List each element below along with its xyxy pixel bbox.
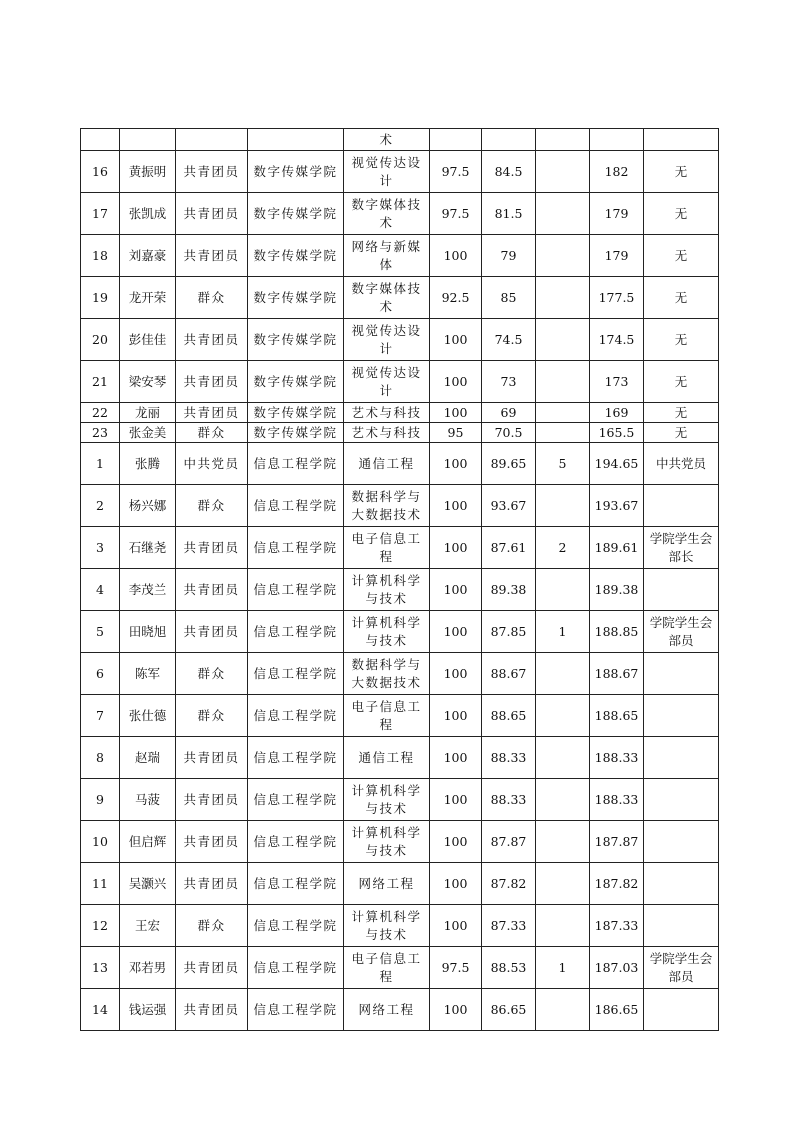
- role-cell: 中共党员: [644, 443, 719, 485]
- row-number-cell: 22: [81, 403, 120, 423]
- score-b-cell: 87.33: [482, 905, 536, 947]
- college-cell: 数字传媒学院: [248, 403, 344, 423]
- score-b-cell: 88.53: [482, 947, 536, 989]
- table-row: [81, 193, 719, 235]
- major-cell: 数据科学与大数据技术: [344, 485, 430, 527]
- table-row: [81, 151, 719, 193]
- name-cell: 刘嘉豪: [120, 235, 176, 277]
- college-cell: 数字传媒学院: [248, 277, 344, 319]
- major-cell: 通信工程: [344, 737, 430, 779]
- score-a-cell: 92.5: [430, 277, 482, 319]
- major-cell: 数字媒体技术: [344, 277, 430, 319]
- college-cell: 信息工程学院: [248, 653, 344, 695]
- table-row: [81, 779, 719, 821]
- college-cell: 数字传媒学院: [248, 319, 344, 361]
- bonus-cell: [536, 235, 590, 277]
- score-b-cell: [482, 129, 536, 151]
- score-b-cell: 87.85: [482, 611, 536, 653]
- score-b-cell: 69: [482, 403, 536, 423]
- table-row: [81, 905, 719, 947]
- major-cell: 电子信息工程: [344, 695, 430, 737]
- score-a-cell: 100: [430, 569, 482, 611]
- bonus-cell: [536, 361, 590, 403]
- major-cell: 计算机科学与技术: [344, 569, 430, 611]
- political-status-cell: 共青团员: [176, 361, 248, 403]
- table-row: [81, 277, 719, 319]
- row-number-cell: 11: [81, 863, 120, 905]
- name-cell: 田晓旭: [120, 611, 176, 653]
- political-status-cell: 共青团员: [176, 569, 248, 611]
- row-number-cell: 19: [81, 277, 120, 319]
- political-status-cell: 群众: [176, 485, 248, 527]
- role-cell: 无: [644, 277, 719, 319]
- political-status-cell: 共青团员: [176, 319, 248, 361]
- table-row: [81, 485, 719, 527]
- college-cell: 信息工程学院: [248, 821, 344, 863]
- name-cell: 但启辉: [120, 821, 176, 863]
- total-score-cell: 188.65: [590, 695, 644, 737]
- bonus-cell: 2: [536, 527, 590, 569]
- role-cell: [644, 821, 719, 863]
- total-score-cell: 182: [590, 151, 644, 193]
- total-score-cell: 173: [590, 361, 644, 403]
- table-row-continued: [81, 129, 719, 151]
- total-score-cell: 165.5: [590, 423, 644, 443]
- political-status-cell: 共青团员: [176, 403, 248, 423]
- name-cell: 赵瑞: [120, 737, 176, 779]
- table-row: [81, 989, 719, 1031]
- row-number-cell: 3: [81, 527, 120, 569]
- role-cell: 学院学生会部员: [644, 611, 719, 653]
- role-cell: 学院学生会部员: [644, 947, 719, 989]
- total-score-cell: 174.5: [590, 319, 644, 361]
- table-row: [81, 863, 719, 905]
- college-cell: 信息工程学院: [248, 737, 344, 779]
- score-a-cell: 100: [430, 361, 482, 403]
- total-score-cell: 187.03: [590, 947, 644, 989]
- bonus-cell: [536, 277, 590, 319]
- score-b-cell: 87.87: [482, 821, 536, 863]
- college-cell: 信息工程学院: [248, 989, 344, 1031]
- score-b-cell: 81.5: [482, 193, 536, 235]
- score-a-cell: 100: [430, 989, 482, 1031]
- row-number-cell: 6: [81, 653, 120, 695]
- row-number-cell: 17: [81, 193, 120, 235]
- total-score-cell: 189.61: [590, 527, 644, 569]
- total-score-cell: 194.65: [590, 443, 644, 485]
- college-cell: 信息工程学院: [248, 779, 344, 821]
- bonus-cell: [536, 779, 590, 821]
- major-cell: 数据科学与大数据技术: [344, 653, 430, 695]
- row-number-cell: 7: [81, 695, 120, 737]
- bonus-cell: [536, 653, 590, 695]
- major-cell: 电子信息工程: [344, 527, 430, 569]
- total-score-cell: 188.85: [590, 611, 644, 653]
- score-a-cell: 100: [430, 403, 482, 423]
- table-row: [81, 821, 719, 863]
- bonus-cell: 1: [536, 611, 590, 653]
- table-row: [81, 235, 719, 277]
- name-cell: 陈军: [120, 653, 176, 695]
- total-score-cell: 179: [590, 193, 644, 235]
- bonus-cell: [536, 485, 590, 527]
- college-cell: 数字传媒学院: [248, 151, 344, 193]
- major-cell: 术: [344, 129, 430, 151]
- major-cell: 视觉传达设计: [344, 361, 430, 403]
- political-status-cell: 群众: [176, 423, 248, 443]
- total-score-cell: 187.33: [590, 905, 644, 947]
- row-number-cell: 8: [81, 737, 120, 779]
- political-status-cell: 共青团员: [176, 151, 248, 193]
- score-a-cell: 97.5: [430, 151, 482, 193]
- role-cell: [644, 485, 719, 527]
- total-score-cell: 186.65: [590, 989, 644, 1031]
- name-cell: 张凯成: [120, 193, 176, 235]
- bonus-cell: [536, 989, 590, 1031]
- score-b-cell: 88.33: [482, 737, 536, 779]
- bonus-cell: [536, 151, 590, 193]
- name-cell: 龙开荣: [120, 277, 176, 319]
- name-cell: 石继尧: [120, 527, 176, 569]
- row-number-cell: 13: [81, 947, 120, 989]
- score-b-cell: 88.33: [482, 779, 536, 821]
- score-b-cell: 87.61: [482, 527, 536, 569]
- major-cell: 网络与新媒体: [344, 235, 430, 277]
- total-score-cell: 187.82: [590, 863, 644, 905]
- score-a-cell: 100: [430, 443, 482, 485]
- row-number-cell: 14: [81, 989, 120, 1031]
- role-cell: 无: [644, 151, 719, 193]
- major-cell: 计算机科学与技术: [344, 779, 430, 821]
- name-cell: 杨兴娜: [120, 485, 176, 527]
- name-cell: 彭佳佳: [120, 319, 176, 361]
- table-row: [81, 361, 719, 403]
- role-cell: [644, 569, 719, 611]
- name-cell: [120, 129, 176, 151]
- score-b-cell: 85: [482, 277, 536, 319]
- score-b-cell: 70.5: [482, 423, 536, 443]
- total-score-cell: 193.67: [590, 485, 644, 527]
- score-a-cell: 100: [430, 779, 482, 821]
- total-score-cell: 179: [590, 235, 644, 277]
- name-cell: 张腾: [120, 443, 176, 485]
- bonus-cell: [536, 863, 590, 905]
- score-b-cell: 79: [482, 235, 536, 277]
- role-cell: 无: [644, 193, 719, 235]
- name-cell: 黄振明: [120, 151, 176, 193]
- college-cell: 数字传媒学院: [248, 193, 344, 235]
- row-number-cell: 21: [81, 361, 120, 403]
- college-cell: 信息工程学院: [248, 443, 344, 485]
- college-cell: 信息工程学院: [248, 485, 344, 527]
- table-row: [81, 319, 719, 361]
- political-status-cell: 共青团员: [176, 779, 248, 821]
- score-a-cell: 100: [430, 611, 482, 653]
- major-cell: 计算机科学与技术: [344, 905, 430, 947]
- college-cell: 信息工程学院: [248, 527, 344, 569]
- row-number-cell: 18: [81, 235, 120, 277]
- major-cell: 通信工程: [344, 443, 430, 485]
- role-cell: [644, 989, 719, 1031]
- bonus-cell: [536, 423, 590, 443]
- score-a-cell: 97.5: [430, 947, 482, 989]
- row-number-cell: 5: [81, 611, 120, 653]
- score-b-cell: 89.38: [482, 569, 536, 611]
- major-cell: 数字媒体技术: [344, 193, 430, 235]
- bonus-cell: [536, 737, 590, 779]
- student-score-table: [80, 128, 719, 1031]
- row-number-cell: 4: [81, 569, 120, 611]
- political-status-cell: 共青团员: [176, 947, 248, 989]
- score-a-cell: 100: [430, 527, 482, 569]
- college-cell: 数字传媒学院: [248, 235, 344, 277]
- political-status-cell: 群众: [176, 695, 248, 737]
- role-cell: 无: [644, 423, 719, 443]
- major-cell: 视觉传达设计: [344, 151, 430, 193]
- role-cell: [644, 779, 719, 821]
- row-number-cell: 1: [81, 443, 120, 485]
- total-score-cell: 169: [590, 403, 644, 423]
- name-cell: 张仕德: [120, 695, 176, 737]
- role-cell: 无: [644, 235, 719, 277]
- score-a-cell: 100: [430, 863, 482, 905]
- role-cell: [644, 737, 719, 779]
- political-status-cell: 中共党员: [176, 443, 248, 485]
- major-cell: 网络工程: [344, 989, 430, 1031]
- name-cell: 梁安琴: [120, 361, 176, 403]
- score-b-cell: 87.82: [482, 863, 536, 905]
- name-cell: 张金美: [120, 423, 176, 443]
- college-cell: 信息工程学院: [248, 695, 344, 737]
- total-score-cell: [590, 129, 644, 151]
- role-cell: [644, 653, 719, 695]
- row-number-cell: 2: [81, 485, 120, 527]
- row-number-cell: 20: [81, 319, 120, 361]
- score-b-cell: 93.67: [482, 485, 536, 527]
- college-cell: 信息工程学院: [248, 611, 344, 653]
- table-row: [81, 569, 719, 611]
- political-status-cell: 共青团员: [176, 989, 248, 1031]
- table-row: [81, 443, 719, 485]
- political-status-cell: 群众: [176, 905, 248, 947]
- college-cell: [248, 129, 344, 151]
- name-cell: 钱运强: [120, 989, 176, 1031]
- total-score-cell: 177.5: [590, 277, 644, 319]
- bonus-cell: [536, 129, 590, 151]
- political-status-cell: 群众: [176, 277, 248, 319]
- name-cell: 龙丽: [120, 403, 176, 423]
- name-cell: 王宏: [120, 905, 176, 947]
- political-status-cell: 共青团员: [176, 527, 248, 569]
- major-cell: 网络工程: [344, 863, 430, 905]
- row-number-cell: 23: [81, 423, 120, 443]
- role-cell: [644, 129, 719, 151]
- role-cell: [644, 905, 719, 947]
- college-cell: 数字传媒学院: [248, 423, 344, 443]
- score-a-cell: 100: [430, 319, 482, 361]
- bonus-cell: [536, 193, 590, 235]
- score-a-cell: [430, 129, 482, 151]
- name-cell: 李茂兰: [120, 569, 176, 611]
- college-cell: 信息工程学院: [248, 863, 344, 905]
- major-cell: 计算机科学与技术: [344, 611, 430, 653]
- score-a-cell: 97.5: [430, 193, 482, 235]
- role-cell: 无: [644, 403, 719, 423]
- role-cell: 学院学生会部长: [644, 527, 719, 569]
- major-cell: 计算机科学与技术: [344, 821, 430, 863]
- bonus-cell: [536, 319, 590, 361]
- table-row: [81, 527, 719, 569]
- major-cell: 艺术与科技: [344, 423, 430, 443]
- role-cell: [644, 695, 719, 737]
- row-number-cell: 10: [81, 821, 120, 863]
- score-b-cell: 73: [482, 361, 536, 403]
- score-b-cell: 74.5: [482, 319, 536, 361]
- bonus-cell: [536, 569, 590, 611]
- total-score-cell: 188.33: [590, 737, 644, 779]
- bonus-cell: [536, 905, 590, 947]
- total-score-cell: 189.38: [590, 569, 644, 611]
- row-number-cell: [81, 129, 120, 151]
- political-status-cell: 共青团员: [176, 611, 248, 653]
- political-status-cell: 共青团员: [176, 235, 248, 277]
- bonus-cell: [536, 695, 590, 737]
- major-cell: 艺术与科技: [344, 403, 430, 423]
- name-cell: 马菠: [120, 779, 176, 821]
- score-b-cell: 86.65: [482, 989, 536, 1031]
- table-row: [81, 737, 719, 779]
- score-a-cell: 100: [430, 737, 482, 779]
- political-status-cell: [176, 129, 248, 151]
- score-b-cell: 88.67: [482, 653, 536, 695]
- table-row: [81, 611, 719, 653]
- bonus-cell: 1: [536, 947, 590, 989]
- name-cell: 邓若男: [120, 947, 176, 989]
- name-cell: 吴灏兴: [120, 863, 176, 905]
- table-row: [81, 423, 719, 443]
- college-cell: 信息工程学院: [248, 947, 344, 989]
- score-b-cell: 89.65: [482, 443, 536, 485]
- score-a-cell: 100: [430, 235, 482, 277]
- college-cell: 数字传媒学院: [248, 361, 344, 403]
- table-row: [81, 947, 719, 989]
- major-cell: 视觉传达设计: [344, 319, 430, 361]
- political-status-cell: 共青团员: [176, 737, 248, 779]
- bonus-cell: [536, 821, 590, 863]
- political-status-cell: 共青团员: [176, 193, 248, 235]
- score-a-cell: 100: [430, 905, 482, 947]
- table-row: [81, 653, 719, 695]
- score-b-cell: 88.65: [482, 695, 536, 737]
- major-cell: 电子信息工程: [344, 947, 430, 989]
- score-b-cell: 84.5: [482, 151, 536, 193]
- political-status-cell: 共青团员: [176, 821, 248, 863]
- total-score-cell: 188.33: [590, 779, 644, 821]
- bonus-cell: [536, 403, 590, 423]
- row-number-cell: 9: [81, 779, 120, 821]
- college-cell: 信息工程学院: [248, 905, 344, 947]
- score-a-cell: 95: [430, 423, 482, 443]
- political-status-cell: 共青团员: [176, 863, 248, 905]
- row-number-cell: 16: [81, 151, 120, 193]
- total-score-cell: 187.87: [590, 821, 644, 863]
- score-a-cell: 100: [430, 821, 482, 863]
- bonus-cell: 5: [536, 443, 590, 485]
- political-status-cell: 群众: [176, 653, 248, 695]
- college-cell: 信息工程学院: [248, 569, 344, 611]
- row-number-cell: 12: [81, 905, 120, 947]
- table-row: [81, 403, 719, 423]
- score-a-cell: 100: [430, 653, 482, 695]
- score-a-cell: 100: [430, 695, 482, 737]
- score-a-cell: 100: [430, 485, 482, 527]
- role-cell: 无: [644, 319, 719, 361]
- total-score-cell: 188.67: [590, 653, 644, 695]
- table-row: [81, 695, 719, 737]
- role-cell: [644, 863, 719, 905]
- role-cell: 无: [644, 361, 719, 403]
